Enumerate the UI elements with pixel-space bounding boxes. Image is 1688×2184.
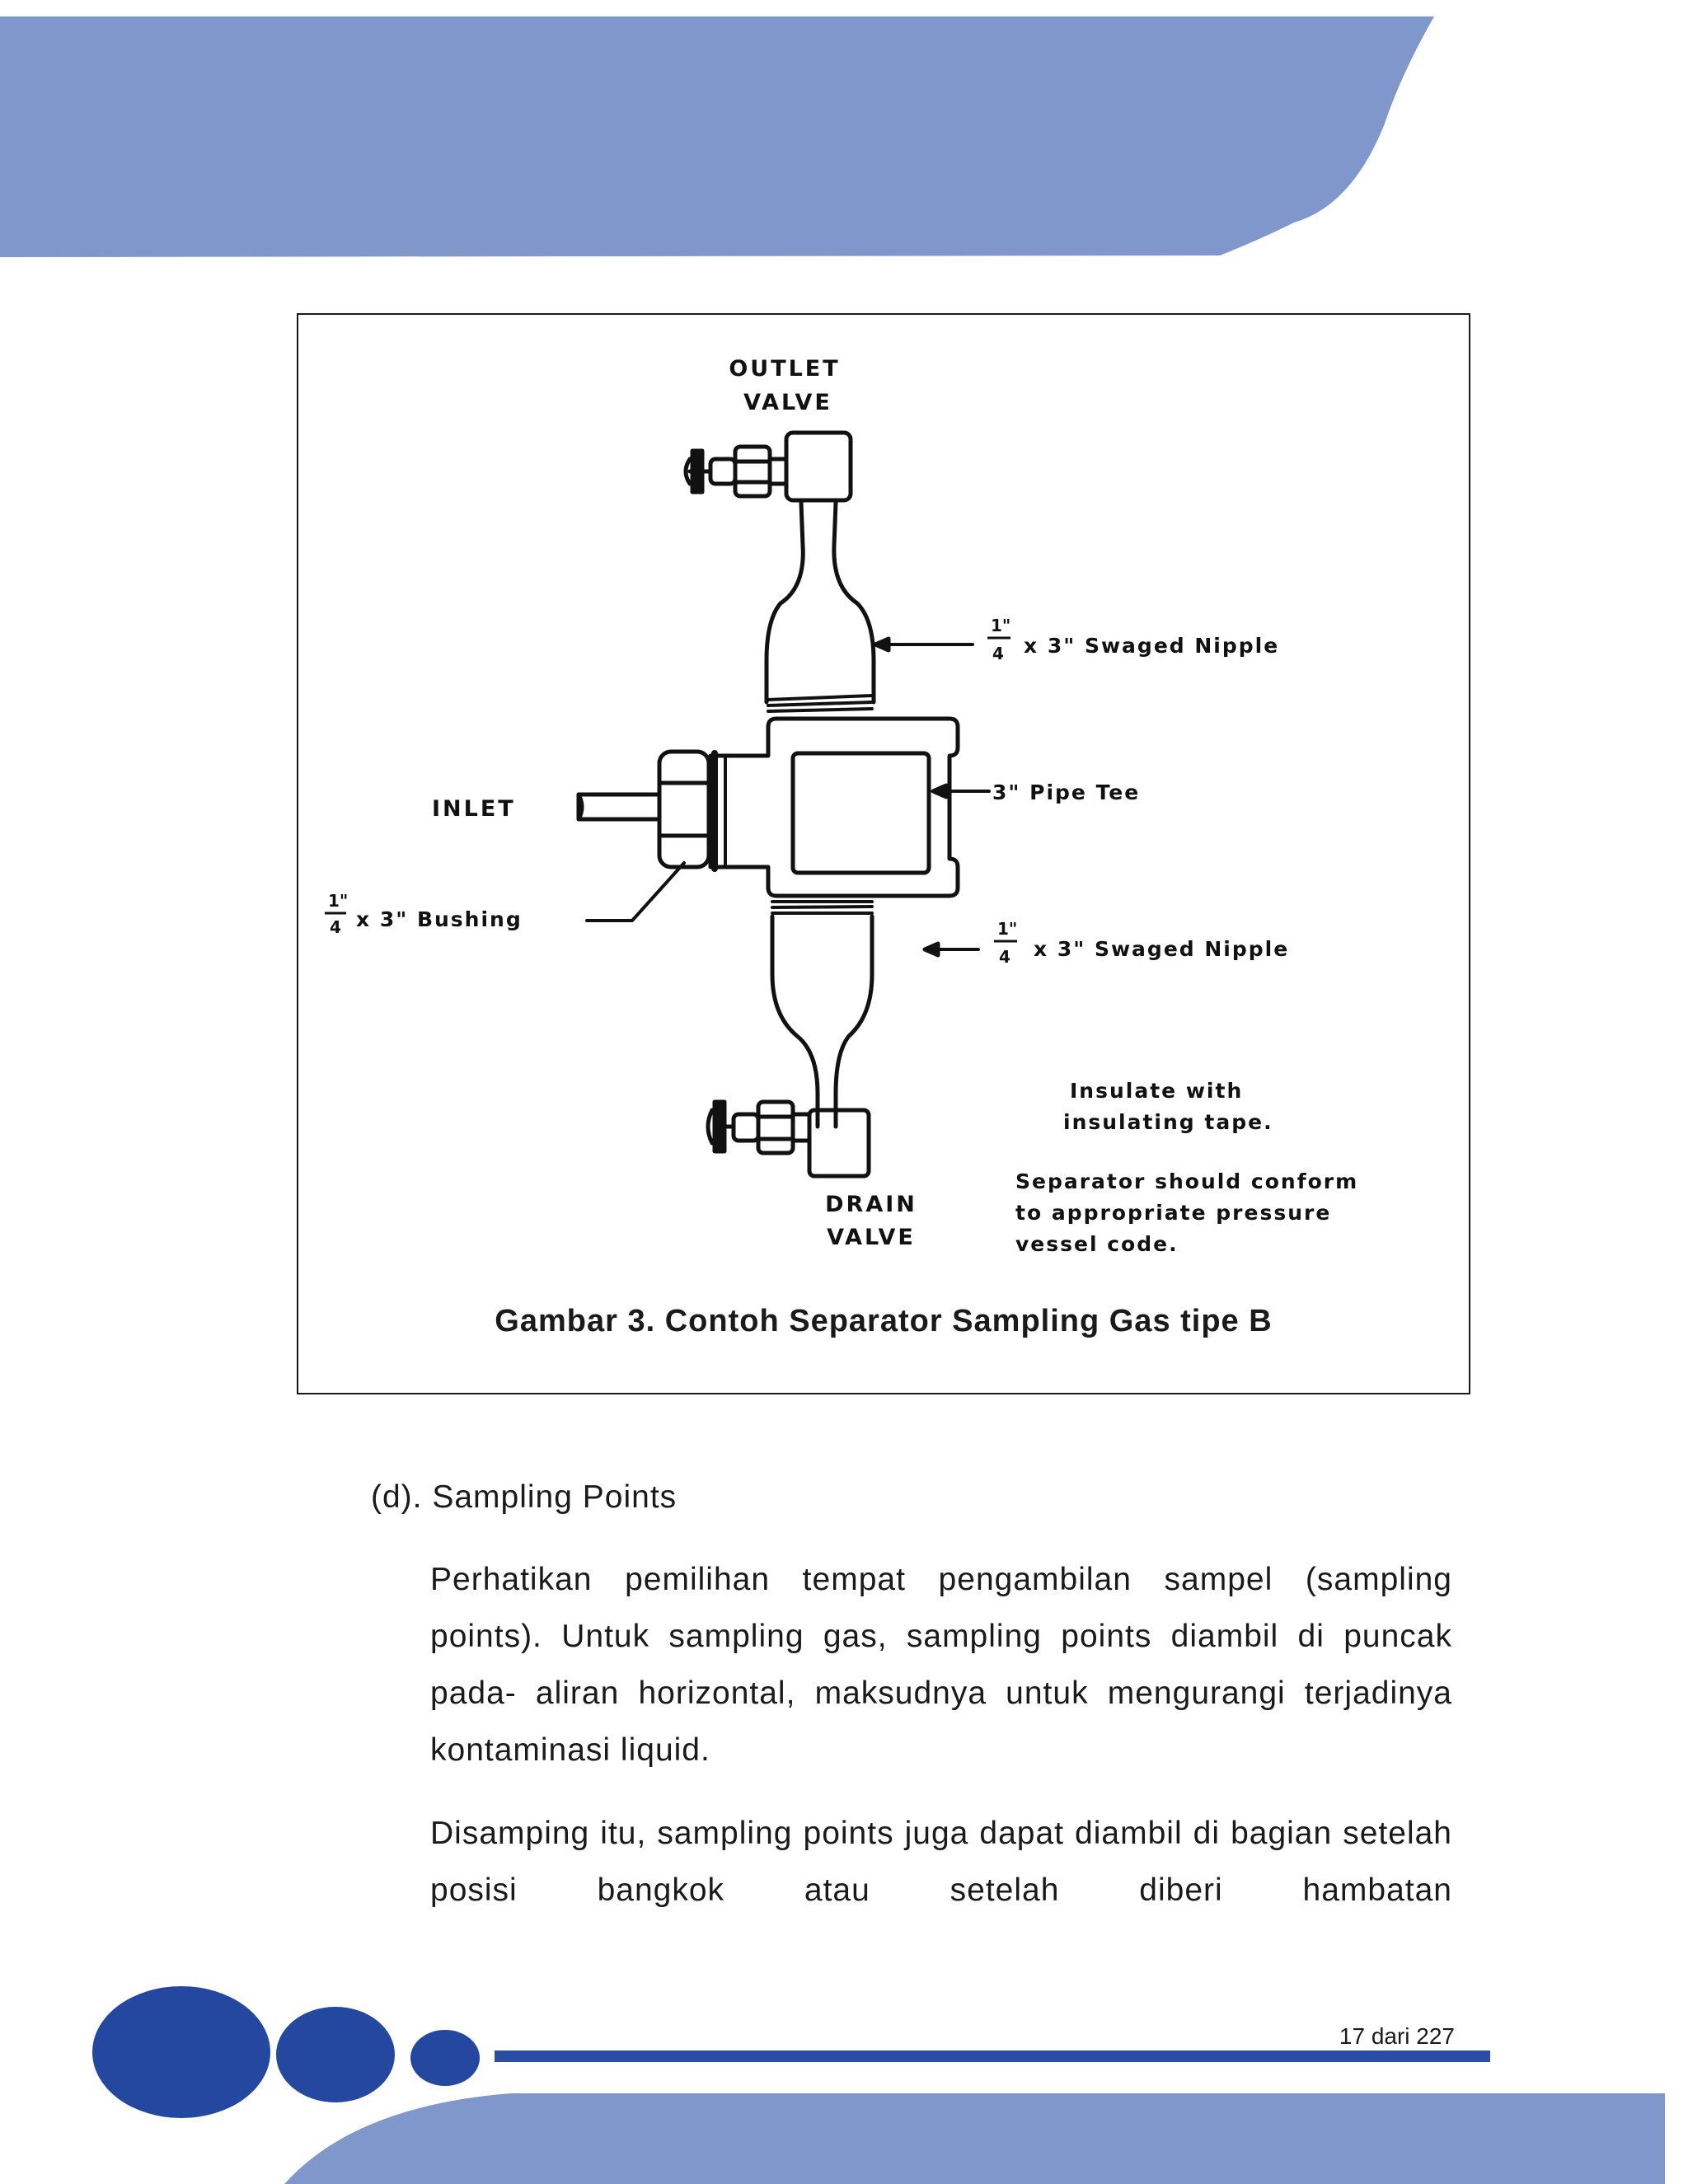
drain-label-line2: VALVE xyxy=(827,1225,916,1250)
figure-caption: Gambar 3. Contoh Separator Sampling Gas tipe B xyxy=(495,1304,1273,1338)
swaged-nipple-bottom-label: x 3" Swaged Nipple xyxy=(1034,937,1290,961)
swaged-nipple-top-label: x 3" Swaged Nipple xyxy=(1024,634,1280,658)
paragraph-2 xyxy=(430,1805,1452,1919)
section-heading: (d). Sampling Points xyxy=(371,1479,678,1515)
fraction-quarter-bottom xyxy=(994,919,1017,967)
svg-text:4: 4 xyxy=(992,644,1004,663)
paragraph-1: Perhatikan pemilihan tempat pengambilan sampel (sampling points). Untuk sampling gas, sampling points diambil di puncak pada- aliran horizontal, maksudnya untuk mengurangi terjadinya kontaminasi liquid. xyxy=(430,1562,1452,1768)
footer-circle-large xyxy=(92,1986,270,2118)
insulate-line2: insulating tape. xyxy=(1063,1110,1273,1134)
bushing-label: x 3" Bushing xyxy=(356,907,523,931)
bottom-swaged-nipple xyxy=(772,902,872,1127)
outlet-label-line2: VALVE xyxy=(743,390,832,415)
top-swaged-nipple xyxy=(767,503,874,711)
pipe-tee-label: 3" Pipe Tee xyxy=(992,780,1141,804)
footer-circle-small xyxy=(410,2030,480,2086)
separator-note-line2: to appropriate pressure xyxy=(1015,1201,1332,1225)
figure-frame xyxy=(297,313,1470,1394)
separator-note-line1: Separator should conform xyxy=(1015,1169,1359,1193)
svg-text:1": 1" xyxy=(997,919,1018,939)
outlet-label-line1: OUTLET xyxy=(729,356,841,382)
svg-text:1": 1" xyxy=(328,891,349,911)
footer-circle-medium xyxy=(276,2007,395,2102)
footer-rule xyxy=(495,2050,1490,2062)
fraction-quarter-top xyxy=(987,616,1010,663)
pipe-tee xyxy=(710,719,958,896)
footer-band xyxy=(284,2093,1665,2184)
footer-decoration xyxy=(0,1961,1688,2184)
svg-text:4: 4 xyxy=(999,947,1010,967)
drain-valve xyxy=(708,1102,869,1176)
separator-diagram xyxy=(298,315,1469,1601)
inlet-fitting xyxy=(579,752,709,867)
outlet-valve xyxy=(686,433,851,500)
inlet-label: INLET xyxy=(432,796,516,822)
separator-note-line3: vessel code. xyxy=(1015,1232,1179,1256)
svg-text:4: 4 xyxy=(330,917,341,937)
svg-text:1": 1" xyxy=(991,616,1011,635)
fraction-quarter-bushing xyxy=(325,891,348,937)
insulate-line1: Insulate with xyxy=(1070,1079,1244,1103)
drain-label-line1: DRAIN xyxy=(825,1192,917,1217)
header-band xyxy=(0,0,1688,264)
paragraph-2-text: Disamping itu, sampling points juga dapat diambil di bagian setelah posisi bangkok atau setelah diberi hambatan xyxy=(430,1816,1452,1908)
page-number: 17 dari 227 xyxy=(1339,2023,1455,2049)
